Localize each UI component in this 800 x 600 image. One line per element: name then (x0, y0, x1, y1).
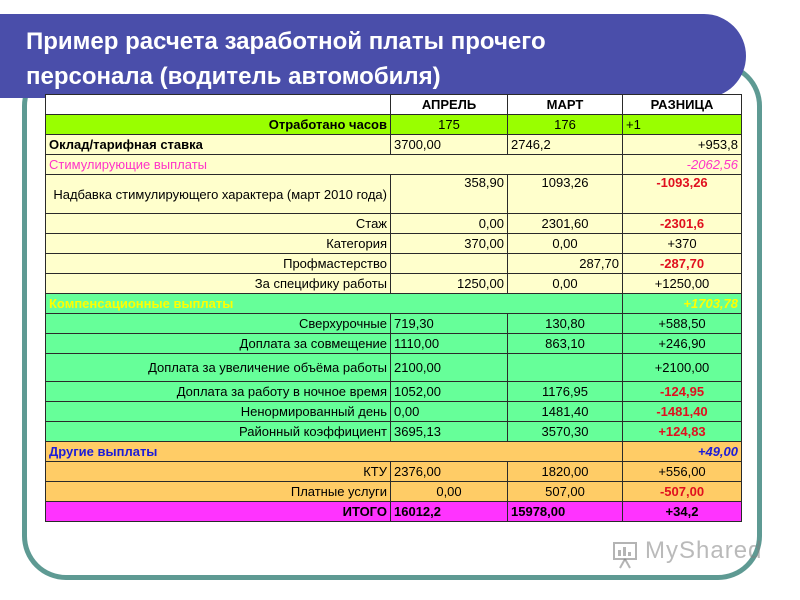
section-label: Стимулирующие выплаты (46, 155, 623, 175)
april-value: 3700,00 (391, 135, 508, 155)
row-label: КТУ (46, 462, 391, 482)
april-value: 2376,00 (391, 462, 508, 482)
difference-value: +588,50 (623, 314, 742, 334)
april-value: 0,00 (391, 402, 508, 422)
table-row (46, 422, 742, 442)
difference-value: +124,83 (623, 422, 742, 442)
row-label: Стаж (46, 214, 391, 234)
difference-value: -124,95 (623, 382, 742, 402)
slide-title (26, 24, 726, 94)
difference-value: +1703,78 (623, 294, 742, 314)
header-label (46, 95, 391, 115)
difference-value: +246,90 (623, 334, 742, 354)
total-row (46, 502, 742, 522)
table-row (46, 115, 742, 135)
table-row (46, 334, 742, 354)
april-value: 0,00 (391, 482, 508, 502)
header-april: АПРЕЛЬ (391, 95, 508, 115)
section-label: Другие выплаты (46, 442, 623, 462)
row-label: За специфику работы (46, 274, 391, 294)
title-line-2: персонала (водитель автомобиля) (26, 63, 441, 90)
title-line-1: Пример расчета заработной платы прочего (26, 28, 546, 55)
april-value: 175 (391, 115, 508, 135)
april-value (391, 254, 508, 274)
april-value: 0,00 (391, 214, 508, 234)
april-value: 1052,00 (391, 382, 508, 402)
table-row (46, 354, 742, 382)
table-row (46, 254, 742, 274)
table-row (46, 135, 742, 155)
row-label: Категория (46, 234, 391, 254)
april-value: 1110,00 (391, 334, 508, 354)
row-label: Надбавка стимулирующего характера (март 2010 года) (46, 175, 391, 214)
difference-value: -1093,26 (623, 175, 742, 214)
header-difference: РАЗНИЦА (623, 95, 742, 115)
table-row (46, 314, 742, 334)
difference-value: -507,00 (623, 482, 742, 502)
row-label: Отработано часов (46, 115, 391, 135)
total-label: ИТОГО (46, 502, 391, 522)
section-label: Компенсационные выплаты (46, 294, 623, 314)
march-value: 1481,40 (508, 402, 623, 422)
row-label: Платные услуги (46, 482, 391, 502)
difference-value: +953,8 (623, 135, 742, 155)
march-value: 287,70 (508, 254, 623, 274)
section-row-incentive (46, 155, 742, 175)
march-value: 3570,30 (508, 422, 623, 442)
table-header-row (46, 95, 742, 115)
march-value: 0,00 (508, 274, 623, 294)
difference-value: -1481,40 (623, 402, 742, 422)
table-row (46, 382, 742, 402)
march-value: 863,10 (508, 334, 623, 354)
table-row (46, 175, 742, 214)
april-value: 719,30 (391, 314, 508, 334)
difference-value: +1 (623, 115, 742, 135)
march-value: 507,00 (508, 482, 623, 502)
table-row (46, 274, 742, 294)
march-value: 176 (508, 115, 623, 135)
row-label: Доплата за совмещение (46, 334, 391, 354)
table-row (46, 214, 742, 234)
table-row (46, 462, 742, 482)
header-march: МАРТ (508, 95, 623, 115)
table-row (46, 234, 742, 254)
march-value: 0,00 (508, 234, 623, 254)
row-label: Ненормированный день (46, 402, 391, 422)
march-value: 1176,95 (508, 382, 623, 402)
salary-table (45, 94, 742, 522)
march-value: 2746,2 (508, 135, 623, 155)
watermark-text: MyShared (645, 537, 763, 564)
difference-value: +370 (623, 234, 742, 254)
presentation-board-icon (612, 541, 642, 569)
april-value: 3695,13 (391, 422, 508, 442)
march-value: 130,80 (508, 314, 623, 334)
row-label: Доплата за работу в ночное время (46, 382, 391, 402)
march-value: 1093,26 (508, 175, 623, 214)
march-value (508, 354, 623, 382)
difference-value: -2062,56 (623, 155, 742, 175)
row-label: Доплата за увеличение объёма работы (46, 354, 391, 382)
section-row-other (46, 442, 742, 462)
row-label: Профмастерство (46, 254, 391, 274)
total-difference: +34,2 (623, 502, 742, 522)
april-value: 1250,00 (391, 274, 508, 294)
difference-value: +49,00 (623, 442, 742, 462)
table-row (46, 402, 742, 422)
april-value: 358,90 (391, 175, 508, 214)
total-april: 16012,2 (391, 502, 508, 522)
march-value: 2301,60 (508, 214, 623, 234)
april-value: 2100,00 (391, 354, 508, 382)
difference-value: -2301,6 (623, 214, 742, 234)
march-value: 1820,00 (508, 462, 623, 482)
april-value: 370,00 (391, 234, 508, 254)
difference-value: +2100,00 (623, 354, 742, 382)
difference-value: +556,00 (623, 462, 742, 482)
table-row (46, 482, 742, 502)
difference-value: +1250,00 (623, 274, 742, 294)
difference-value: -287,70 (623, 254, 742, 274)
row-label: Сверхурочные (46, 314, 391, 334)
total-march: 15978,00 (508, 502, 623, 522)
section-row-compensation (46, 294, 742, 314)
row-label: Районный коэффициент (46, 422, 391, 442)
row-label: Оклад/тарифная ставка (46, 135, 391, 155)
